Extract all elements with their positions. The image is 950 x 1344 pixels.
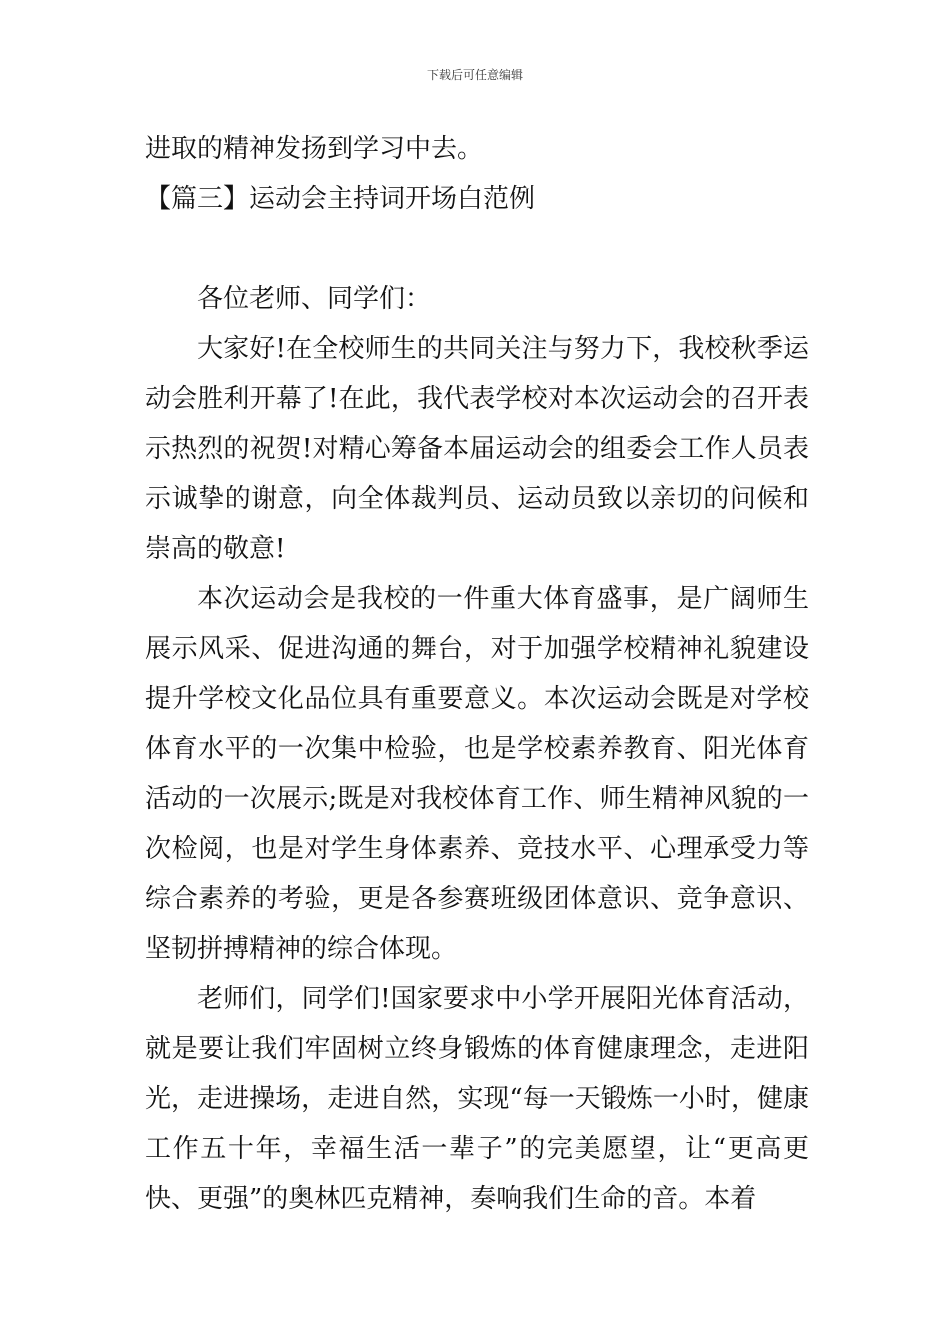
page-header-note: 下载后可任意编辑	[426, 68, 523, 82]
section-title: 【篇三】运动会主持词开场白范例	[145, 184, 536, 214]
blank-line	[145, 224, 809, 274]
greeting-paragraph: 大家好!在全校师生的共同关注与努力下，我校秋季运动会胜利开幕了!在此，我代表学校对本次运动会的召开表示热烈的祝贺!对精心筹备本届运动会的组委会工作人员表示诚挚的谢意，向全体裁判员、运动员致以亲切的问候和崇高的敬意!	[145, 334, 809, 564]
significance-paragraph: 本次运动会是我校的一件重大体育盛事，是广阔师生展示风采、促进沟通的舞台，对于加强学校精神礼貌建设提升学校文化品位具有重要意义。本次运动会既是对学校体育水平的一次集中检验，也是学校素养教育、阳光体育活动的一次展示;既是对我校体育工作、师生精神风貌的一次检阅，也是对学生身体素养、竞技水平、心理承受力等综合素养的考验，更是各参赛班级团体意识、竞争意识、坚韧拼搏精神的综合体现。	[145, 584, 809, 964]
carryover-text: 进取的精神发扬到学习中去。	[145, 134, 484, 164]
sunshine-sports-paragraph: 老师们，同学们!国家要求中小学开展阳光体育活动，就是要让我们牢固树立终身锻炼的体育健康理念，走进阳光，走进操场，走进自然，实现“每一天锻炼一小时，健康工作五十年，幸福生活一辈子”的完美愿望，让“更高更快、更强”的奥林匹克精神，奏响我们生命的音。本着	[145, 984, 809, 1214]
document-body	[145, 124, 809, 1224]
salutation-paragraph: 各位老师、同学们：	[197, 284, 432, 314]
